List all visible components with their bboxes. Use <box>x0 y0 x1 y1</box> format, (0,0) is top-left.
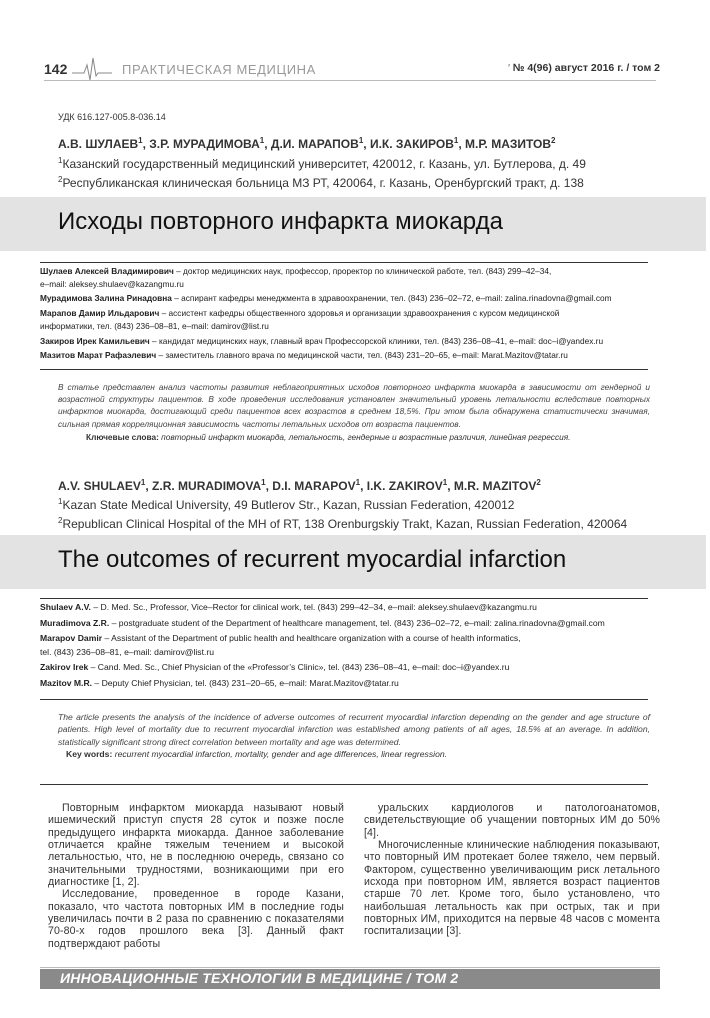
author-affiliation-mark: 1 <box>259 136 265 145</box>
author-info-name: Закиров Ирек Камильевич <box>40 335 150 346</box>
author-info-continuation: информатики, тел. (843) 236–08–81, e–mail: damirov@list.ru <box>40 320 269 331</box>
udk-code: УДК 616.127-005.8-036.14 <box>58 112 166 122</box>
author-info-entry <box>40 265 640 290</box>
author-affiliation-mark: 1 <box>261 478 266 487</box>
author-info-name: Muradimova Z.R. <box>40 617 110 628</box>
author-affiliation-mark: 1 <box>140 478 146 487</box>
author-info-name: Mazitov M.R. <box>40 677 93 688</box>
divider-en-info <box>40 598 648 599</box>
keywords-en-text: recurrent myocardial infarction, mortality, gender and age differences, linear regression. <box>112 749 448 760</box>
author-name: А.В. ШУЛАЕВ <box>58 137 139 151</box>
abstract-ru <box>58 381 650 443</box>
affiliation-en-1 <box>58 497 514 512</box>
author-affiliation-mark: 2 <box>536 478 541 487</box>
divider-body <box>40 784 648 785</box>
author-info-desc: – Cand. Med. Sc., Chief Physician of the «Professor’s Clinic», tel. (843) 236–08–41, e–mail: doc–i@yandex.ru <box>88 662 510 672</box>
author-info-name: Shulaev A.V. <box>40 602 91 612</box>
author-info-desc: – доктор медицинских наук, профессор, проректор по клинической работе, тел. (843) 299–42–34, <box>173 266 552 276</box>
author-info-entry <box>40 661 640 675</box>
author-name: Z.R. MURADIMOVA <box>152 479 262 493</box>
affiliation-text: Казанский государственный медицинский университет, 420012, г. Казань, ул. Бутлерова, д. 49 <box>62 157 586 171</box>
author-name: И.К. ЗАКИРОВ <box>369 137 454 151</box>
affiliation-ru-1 <box>58 156 586 171</box>
body-paragraph: Многочисленные клинические наблюдения показывают, что повторный ИМ протекает более тяжело, чем первый. Фактором, существенно увеличивающим риск летального исхода при повторном ИМ, является возраст пациентов старше 70 лет. Кроме того, было установлено, что наибольшая летальность как при острых, так и при повторных ИМ, приходится на первые 48 часов с момента госпитализации [3]. <box>364 839 660 938</box>
author-info-entry <box>40 601 640 615</box>
keywords-ru <box>58 431 650 443</box>
author-info-en <box>40 601 640 692</box>
author-info-desc: – Assistant of the Department of public health and healthcare organization with a course of health informatics, <box>102 633 521 643</box>
footer-journal-title: ИННОВАЦИОННЫЕ ТЕХНОЛОГИИ В МЕДИЦИНЕ / ТОМ 2 <box>60 970 459 986</box>
author-info-name: Marapov Damir <box>40 633 103 643</box>
author-info-desc: – аспирант кафедры менеджмента в здравоохранении, тел. (843) 236–02–72, e–mail: zalina.rinadovna@gmail.com <box>171 293 612 304</box>
author-info-desc: – Deputy Chief Physician, tel. (843) 231–20–65, e–mail: Marat.Mazitov@tatar.ru <box>92 677 399 688</box>
affiliation-mark: 1 <box>58 156 63 165</box>
author-info-entry <box>40 617 640 631</box>
author-affiliation-mark: 1 <box>453 136 459 145</box>
affiliation-text: Республиканская клиническая больница МЗ РТ, 420064, г. Казань, Оренбургский тракт, д. 138 <box>62 176 584 190</box>
affiliation-text: Kazan State Medical University, 49 Butlerov Str., Kazan, Russian Federation, 420012 <box>62 498 515 512</box>
author-info-ru <box>40 265 640 364</box>
author-name: M.R. MAZITOV <box>453 479 537 493</box>
author-affiliation-mark: 1 <box>358 136 364 145</box>
author-info-entry <box>40 307 640 332</box>
author-affiliation-mark: 1 <box>355 478 361 487</box>
article-title-ru: Исходы повторного инфаркта миокарда <box>58 208 503 235</box>
keywords-en <box>58 748 650 760</box>
abstract-en <box>58 711 650 761</box>
keywords-en-label: Key words: <box>66 749 113 760</box>
author-info-name: Шулаев Алексей Владимирович <box>40 266 174 276</box>
affiliation-mark: 2 <box>58 175 63 184</box>
affiliation-en-2 <box>58 516 627 531</box>
divider-en-info-end <box>40 699 648 700</box>
author-info-desc: – кандидат медицинских наук, главный врач Профессорской клиники, тел. (843) 236–08–41, e–mail: doc–i@yandex.ru <box>149 335 604 346</box>
author-info-entry <box>40 677 640 691</box>
author-info-desc: – заместитель главного врача по медицинской части, тел. (843) 231–20–65, e–mail: Marat.Mazitov@tatar.ru <box>156 350 568 361</box>
body-paragraph: уральских кардиологов и патологоанатомов, свидетельствующие об учащении повторных ИМ до 50% [4]. <box>364 802 660 839</box>
divider-ru-info-end <box>40 369 648 370</box>
keywords-ru-text: повторный инфаркт миокарда, летальность, гендерные и возрастные различия, линейная регрессия. <box>158 431 571 442</box>
affiliation-mark: 1 <box>58 497 63 506</box>
author-info-desc: – D. Med. Sc., Professor, Vice–Rector for clinical work, tel. (843) 299–42–34, e–mail: aleksey.shulaev@kazangmu.ru <box>90 602 537 612</box>
author-info-continuation: e–mail: aleksey.shulaev@kazangmu.ru <box>40 278 184 289</box>
page-number: 142 <box>44 61 68 77</box>
author-info-name: Мазитов Марат Рафаэлевич <box>40 350 157 361</box>
author-name: Д.И. МАРАПОВ <box>270 137 359 151</box>
author-info-continuation: tel. (843) 236–08–81, e–mail: damirov@list.ru <box>40 646 215 657</box>
author-info-name: Марапов Дамир Ильдарович <box>40 308 160 319</box>
affiliation-text: Republican Clinical Hospital of the MH of RT, 138 Orenburgskiy Trakt, Kazan, Russian Federation, 420064 <box>62 517 628 531</box>
body-column-right <box>364 802 660 938</box>
author-affiliation-mark: 1 <box>138 136 143 145</box>
header-rule <box>44 80 656 81</box>
author-info-desc: – postgraduate student of the Department of healthcare management, tel. (843) 236–02–72, e–mail: zalina.rinadovna@gmail.com <box>109 617 605 628</box>
author-info-entry <box>40 632 640 659</box>
author-affiliation-mark: 2 <box>551 136 556 145</box>
author-info-name: Мурадимова Залина Ринадовна <box>40 293 172 304</box>
author-name: I.K. ZAKIROV <box>366 479 443 493</box>
abstract-en-text: The article presents the analysis of the incidence of adverse outcomes of recurrent myocardial infarction depending on the gender and age structure of patients. High level of mortality due to recurrent myocardial infarction was established among patients of all ages, 18.5% at an average. In addition, statistically significant strong direct correlation between mortality and age was determined. <box>58 712 650 747</box>
keywords-ru-label: Ключевые слова: <box>86 431 159 442</box>
authors-en: A.V. SHULAEV$^1$, Z.R. MURADIMOVA$^1$, D.I. MARAPOV$^1$, I.K. ZAKIROV$^1$, M.R. MAZITOV$^2$ <box>58 478 541 493</box>
author-info-desc: – ассистент кафедры общественного здоровья и организации здравоохранения с курсом медицинской <box>159 308 560 319</box>
affiliation-mark: 2 <box>58 516 63 525</box>
body-column-left <box>48 802 344 950</box>
issue-info: ' № 4(96) август 2016 г. / том 2 <box>507 62 660 74</box>
abstract-ru-text: В статье представлен анализ частоты развития неблагоприятных исходов повторного инфаркта миокарда в зависимости от гендерной и возрастной структуры пациентов. В ходе проведения исследования установлен значительный уровень летальности вследствие повторных инфарктов миокарда, достигающий среди пациентов всех возрастов в среднем 18,5%. При этом была обнаружена статистически значимая, сильная прямая корреляционная зависимость частоты летальных исходов от возраста пациентов. <box>58 382 650 429</box>
author-name: A.V. SHULAEV <box>58 479 141 493</box>
footer-rule <box>40 967 660 968</box>
author-name: М.Р. МАЗИТОВ <box>465 137 552 151</box>
author-affiliation-mark: 1 <box>442 478 448 487</box>
article-title-en: The outcomes of recurrent myocardial infarction <box>58 546 567 573</box>
authors-ru: А.В. ШУЛАЕВ$^1$, З.Р. МУРАДИМОВА$^1$, Д.И. МАРАПОВ$^1$, И.К. ЗАКИРОВ$^1$, М.Р. МАЗИТОВ$^2$ <box>58 136 556 151</box>
author-name: З.Р. МУРАДИМОВА <box>149 137 260 151</box>
divider-ru-info <box>40 262 648 263</box>
author-info-name: Zakirov Irek <box>40 662 89 672</box>
author-name: D.I. MARAPOV <box>272 479 356 493</box>
body-paragraph: Исследование, проведенное в городе Казани, показало, что частота повторных ИМ в последние годы увеличилась почти в 2 раза по сравнению с показателями 70-80-х годов прошлого века [3]. Данный факт подтверждают работы <box>48 888 344 950</box>
author-info-entry <box>40 335 640 348</box>
author-info-entry <box>40 292 640 305</box>
journal-name: ПРАКТИЧЕСКАЯ МЕДИЦИНА <box>122 62 316 77</box>
author-info-entry <box>40 349 640 362</box>
affiliation-ru-2 <box>58 175 584 190</box>
body-paragraph: Повторным инфарктом миокарда называют новый ишемический приступ спустя 28 суток и позже после предыдущего инфаркта миокарда. Данное заболевание отличается крайне тяжелым течением и высокой летальностью, что, не в последнюю очередь, связано со значительными трудностями, возникающими при его диагностике [1, 2]. <box>48 802 344 889</box>
